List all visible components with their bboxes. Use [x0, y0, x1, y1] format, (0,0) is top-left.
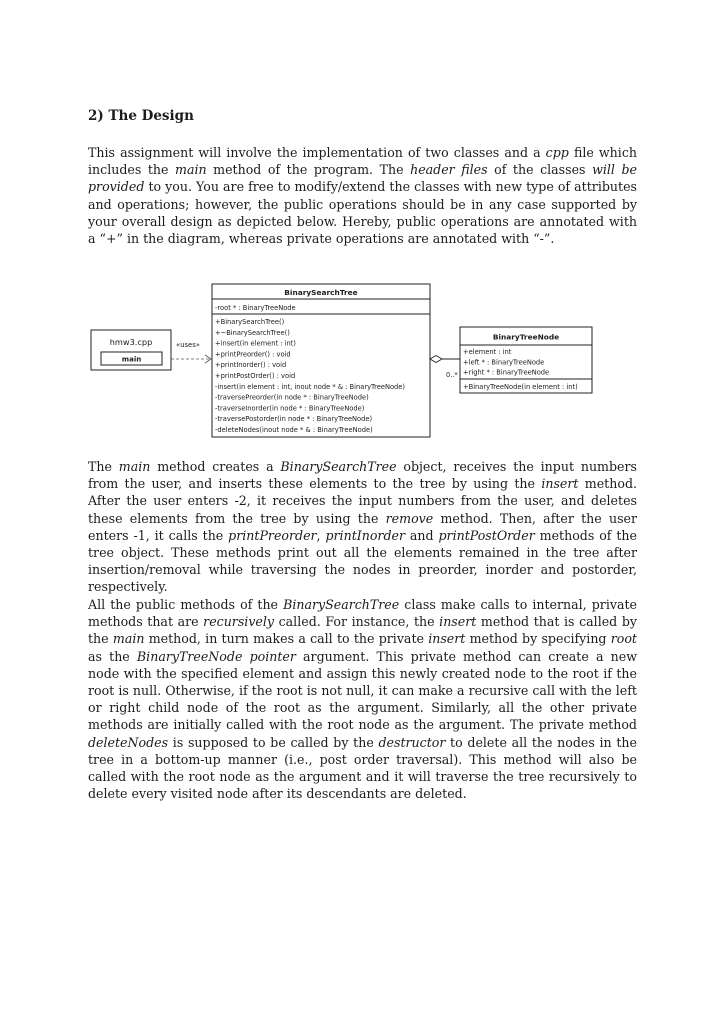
bst-operation: -traverseInorder(in node * : BinaryTreeNode) [215, 404, 365, 413]
bst-attribute: -root * : BinaryTreeNode [215, 304, 296, 312]
main-method-paragraph: The main method creates a BinarySearchTree object, receives the input numbers from the user, and inserts these elements to the tree by using the insert method. After the user enters -2, it receives the input numbers from the user, and deletes these elements from the tree by using the remove method. Then, after the user enters -1, it calls the printPreorder, printInorder and printPostOrder methods of the tree object. These methods print out all the elements remained in the tree after insertion/removal while traversing the nodes in preorder, inorder and postorder, respectively. [88, 459, 638, 595]
uses-dependency [171, 341, 211, 363]
italic-term: header files [410, 162, 488, 178]
btn-attribute: +left * : BinaryTreeNode [463, 358, 545, 367]
bst-operation: +printPreorder() : void [215, 350, 291, 359]
hmw3-cpp-label: hmw3.cpp [109, 337, 153, 347]
bst-operation: -traversePreorder(in node * : BinaryTreeNode) [215, 393, 369, 402]
italic-term: main [118, 459, 151, 474]
italic-term: deleteNodes [88, 734, 169, 750]
bst-operation: -deleteNodes(inout node * & : BinaryTreeNode) [215, 426, 373, 434]
italic-term: root [610, 631, 637, 647]
public-methods-paragraph: All the public methods of the BinarySearchTree class make calls to internal, private methods that are recursively called. For instance, the insert method that is called by the main method, in turn makes a call to the private insert method by specifying root as the BinaryTreeNode pointer argument. This private method can create a new node with the specified element and assign this newly created node to the root if the root is null. Otherwise, if the root is not null, it can make a recursive call with the left or right child node of the root as the argument. Similarly, all the other private methods are initially called with the root node as the argument. The private method deleteNodes is supposed to be called by the destructor to delete all the nodes in the tree in a bottom-up manner (i.e., post order traversal). This method will also be called with the root node as the argument and it will traverse the tree recursively to delete every visited node after its descendants are deleted. [88, 597, 637, 802]
bst-operation: +~BinarySearchTree() [215, 328, 290, 337]
italic-term: insert [428, 631, 466, 647]
intro-paragraph: This assignment will involve the implementation of two classes and a cpp file which includes the main method of the program. The header files of the classes will be provided to you. You are free to modify/extend the classes with new type of attributes and operations; however, the public operations should be in any case supported by your overall design as depicted below. Hereby, public operations are annotated with a “+” in the diagram, whereas private operations are annotated with “-”. [88, 145, 637, 247]
italic-term: main [112, 631, 145, 647]
italic-term: BinaryTreeNode pointer [136, 648, 296, 664]
bst-operation: +BinarySearchTree() [215, 318, 285, 326]
bst-operation: +printInorder() : void [215, 361, 287, 370]
bst-operation: -insert(in element : int, inout node * & : BinaryTreeNode) [215, 382, 406, 391]
italic-term: printInorder [325, 527, 405, 543]
bst-operation: +printPostOrder() : void [215, 372, 296, 380]
italic-term: recursively [203, 614, 275, 630]
multiplicity-label: 0..* [446, 371, 458, 379]
btn-attribute: +element : int [463, 348, 512, 356]
italic-term: main [175, 162, 207, 178]
binary-search-tree-class [212, 284, 430, 437]
italic-term: insert [541, 476, 579, 492]
italic-term: BinarySearchTree [283, 597, 400, 612]
bst-operation: +insert(in element : int) [215, 339, 296, 348]
bst-operation: -traversePostorder(in node * : BinaryTreeNode) [215, 415, 373, 424]
italic-term: insert [439, 614, 477, 630]
italic-term: printPostOrder [438, 527, 535, 543]
italic-term: cpp [545, 145, 569, 160]
binary-tree-node-class [460, 327, 592, 393]
btn-class-title: BinaryTreeNode [492, 332, 560, 342]
section-heading: 2) The Design [88, 108, 194, 124]
main-function-box: main [121, 355, 142, 364]
italic-term: remove [385, 510, 434, 526]
btn-operation: +BinaryTreeNode(in element : int) [463, 383, 578, 391]
uses-stereotype: «uses» [176, 341, 200, 349]
italic-term: printPreorder [228, 527, 317, 543]
italic-term: destructor [378, 734, 446, 750]
italic-term: will be provided [88, 162, 637, 195]
aggregation-association [430, 356, 460, 380]
btn-attribute: +right * : BinaryTreeNode [463, 368, 550, 377]
italic-term: BinarySearchTree [280, 459, 397, 474]
bst-class-title: BinarySearchTree [284, 288, 358, 297]
hmw3-cpp-component [91, 330, 171, 370]
